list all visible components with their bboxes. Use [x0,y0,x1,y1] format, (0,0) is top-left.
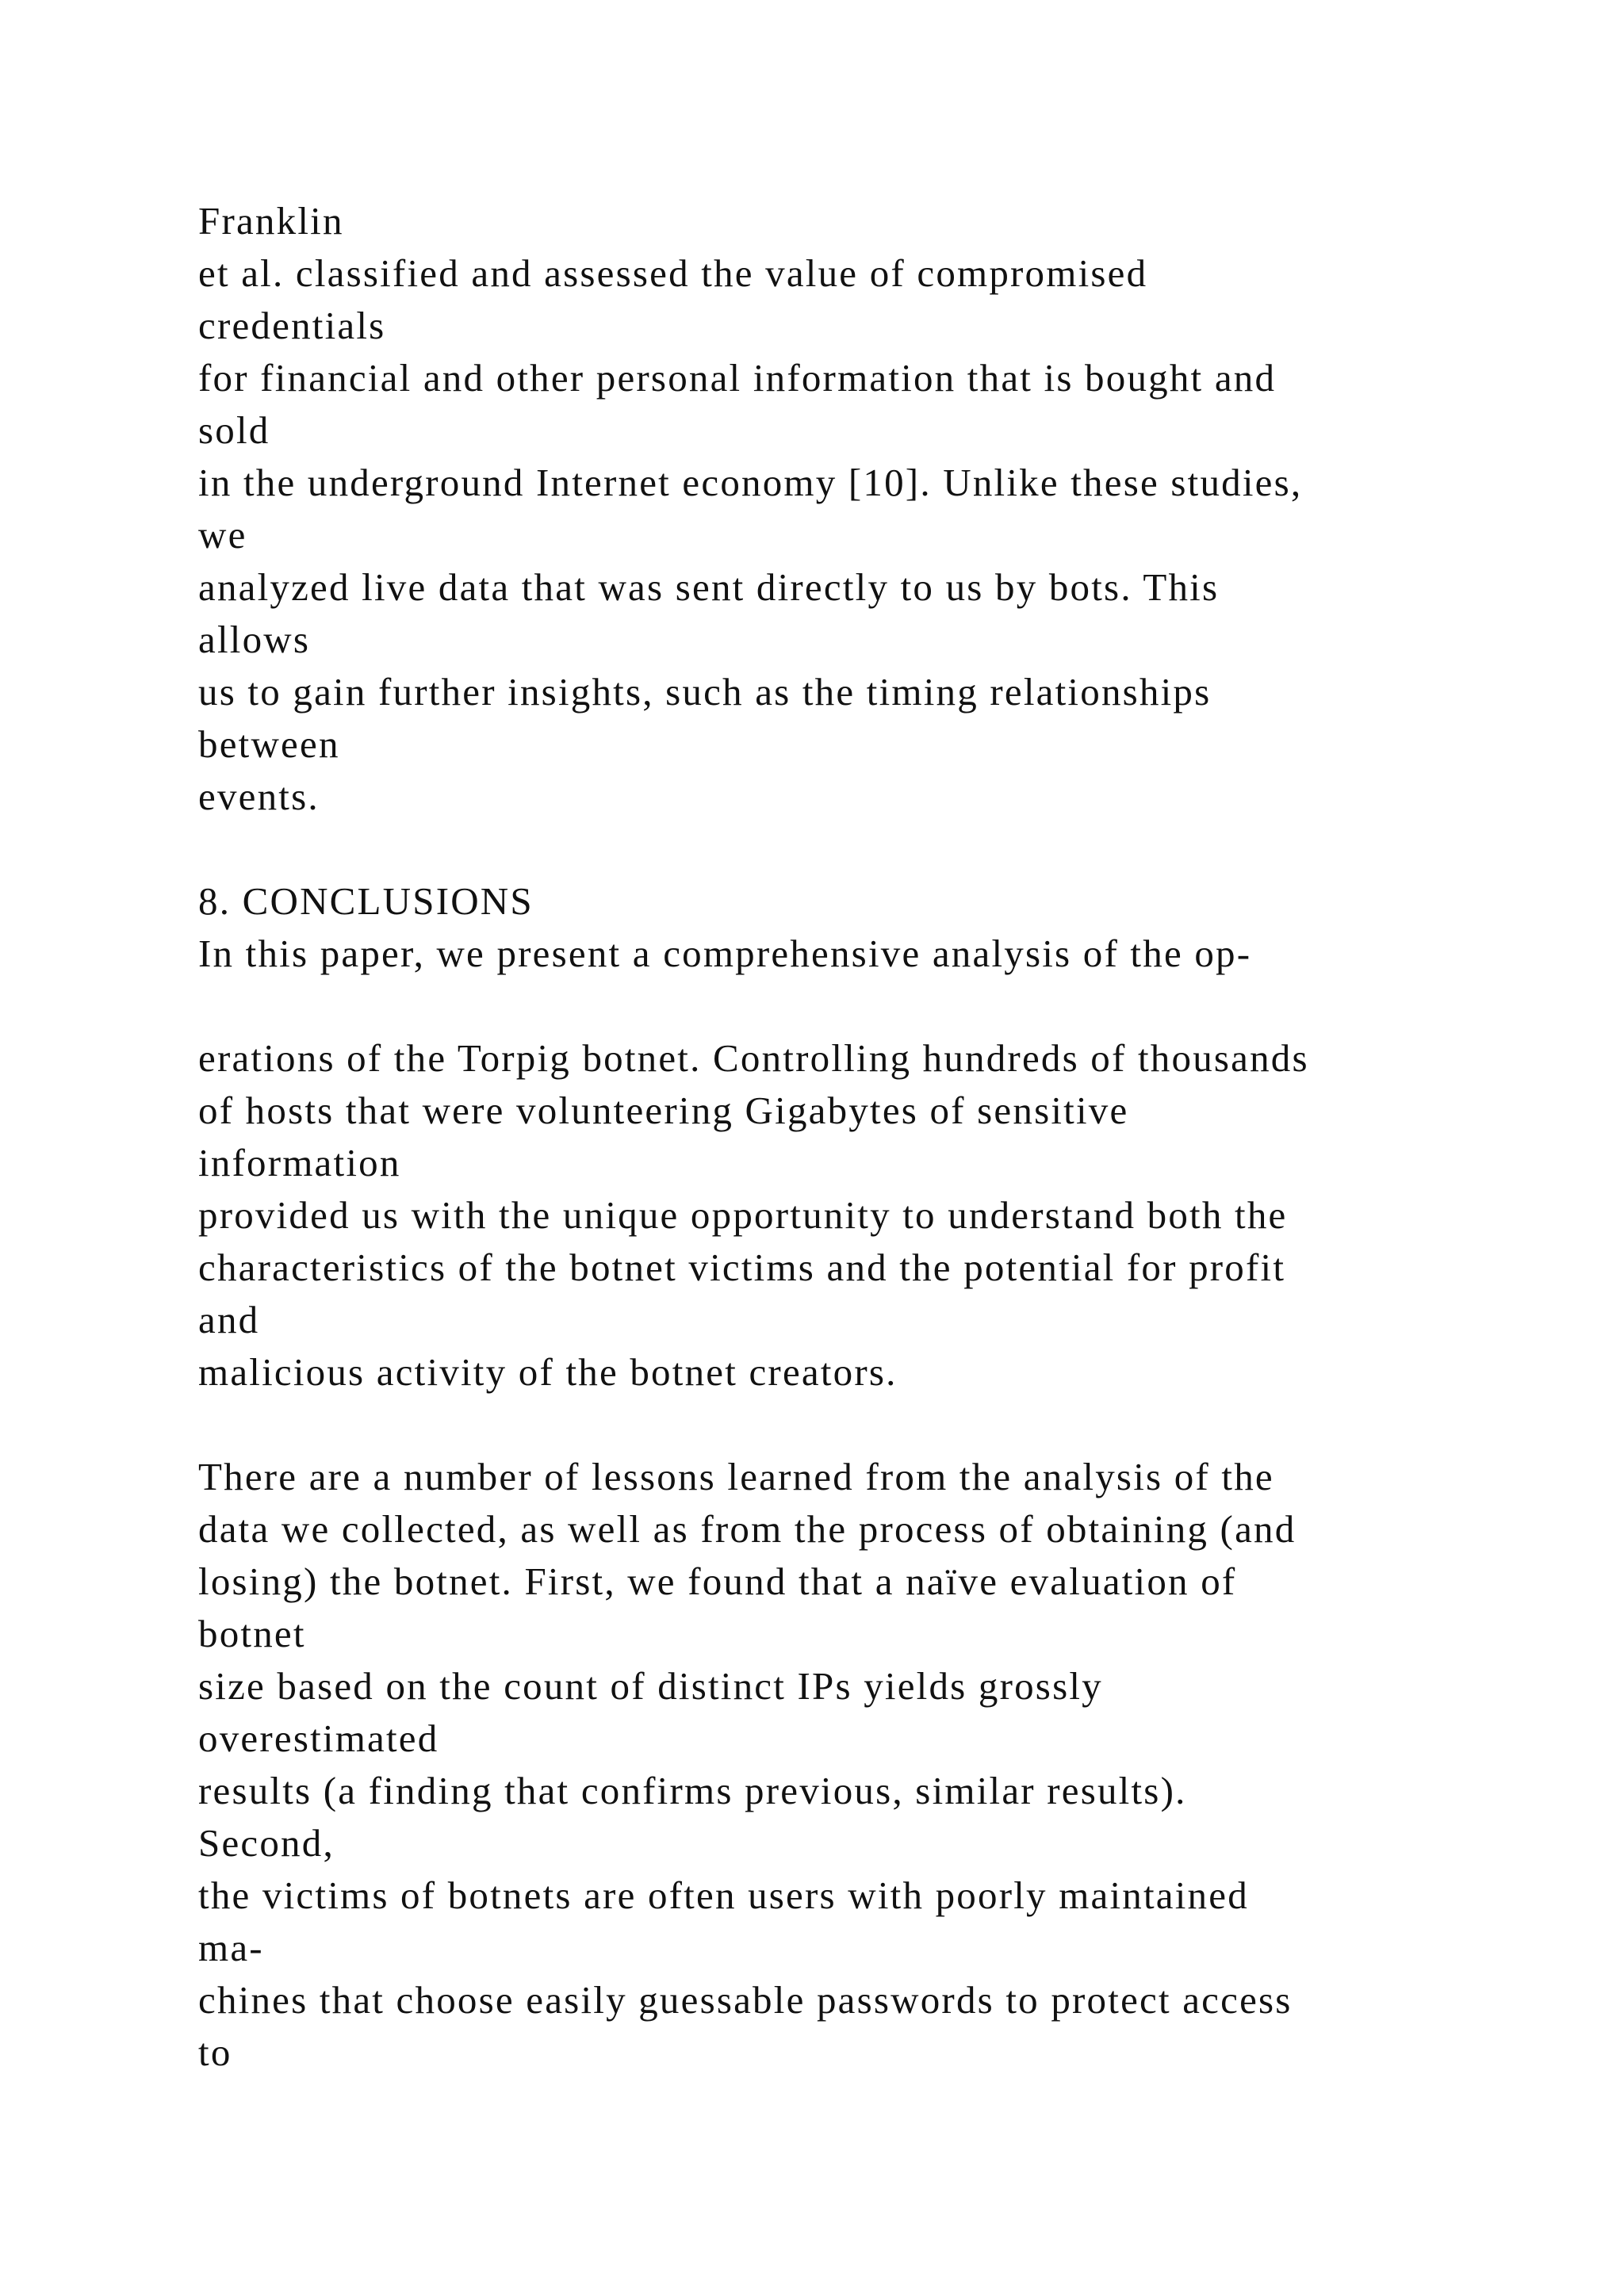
text-line: ma- [198,1926,264,1969]
paragraph-related-work [198,195,1546,823]
text-line: In this paper, we present a comprehensive analysis of the op- [198,932,1252,975]
paragraph-spacer [198,823,1546,875]
text-line: for financial and other personal information that is bought and [198,356,1277,400]
text-line: information [198,1141,401,1184]
text-line: between [198,722,340,766]
section-heading: 8. CONCLUSIONS [198,879,534,923]
text-line: losing) the botnet. First, we found that a naïve evaluation of [198,1559,1237,1603]
text-line: and [198,1298,260,1341]
text-line: overestimated [198,1716,439,1760]
text-line: results (a finding that confirms previous, similar results). [198,1769,1187,1812]
text-line: us to gain further insights, such as the timing relationships [198,670,1212,714]
text-line: Franklin [198,199,344,243]
text-line: credentials [198,304,386,347]
text-line: in the underground Internet economy [10]. Unlike these studies, [198,461,1303,504]
text-line: provided us with the unique opportunity to understand both the [198,1193,1288,1237]
text-line: characteristics of the botnet victims and the potential for profit [198,1246,1286,1289]
text-line: size based on the count of distinct IPs yields grossly [198,1664,1103,1708]
text-line: allows [198,618,311,661]
text-line: of hosts that were volunteering Gigabytes of sensitive [198,1089,1129,1132]
text-line: There are a number of lessons learned from the analysis of the [198,1455,1274,1498]
text-line: malicious activity of the botnet creators. [198,1350,898,1394]
text-line: erations of the Torpig botnet. Controlling hundreds of thousands [198,1036,1309,1080]
text-line: to [198,2030,232,2074]
text-line: analyzed live data that was sent directly to us by bots. This [198,565,1220,609]
paragraph-lessons-learned [198,1451,1546,2079]
document-text [198,195,1546,2079]
paragraph-spacer [198,980,1546,1032]
text-line: sold [198,408,270,452]
paragraph-conclusions-continued [198,1032,1546,1399]
text-line: Second, [198,1821,335,1865]
paragraph-conclusions-intro [198,928,1546,980]
text-line: botnet [198,1612,306,1655]
text-line: we [198,513,247,557]
text-line: events. [198,775,320,818]
text-line: et al. classified and assessed the value of compromised [198,251,1148,295]
text-line: the victims of botnets are often users with poorly maintained [198,1873,1249,1917]
text-line: data we collected, as well as from the process of obtaining (and [198,1507,1297,1551]
paragraph-spacer [198,1399,1546,1451]
text-line: chines that choose easily guessable passwords to protect access [198,1978,1293,2022]
